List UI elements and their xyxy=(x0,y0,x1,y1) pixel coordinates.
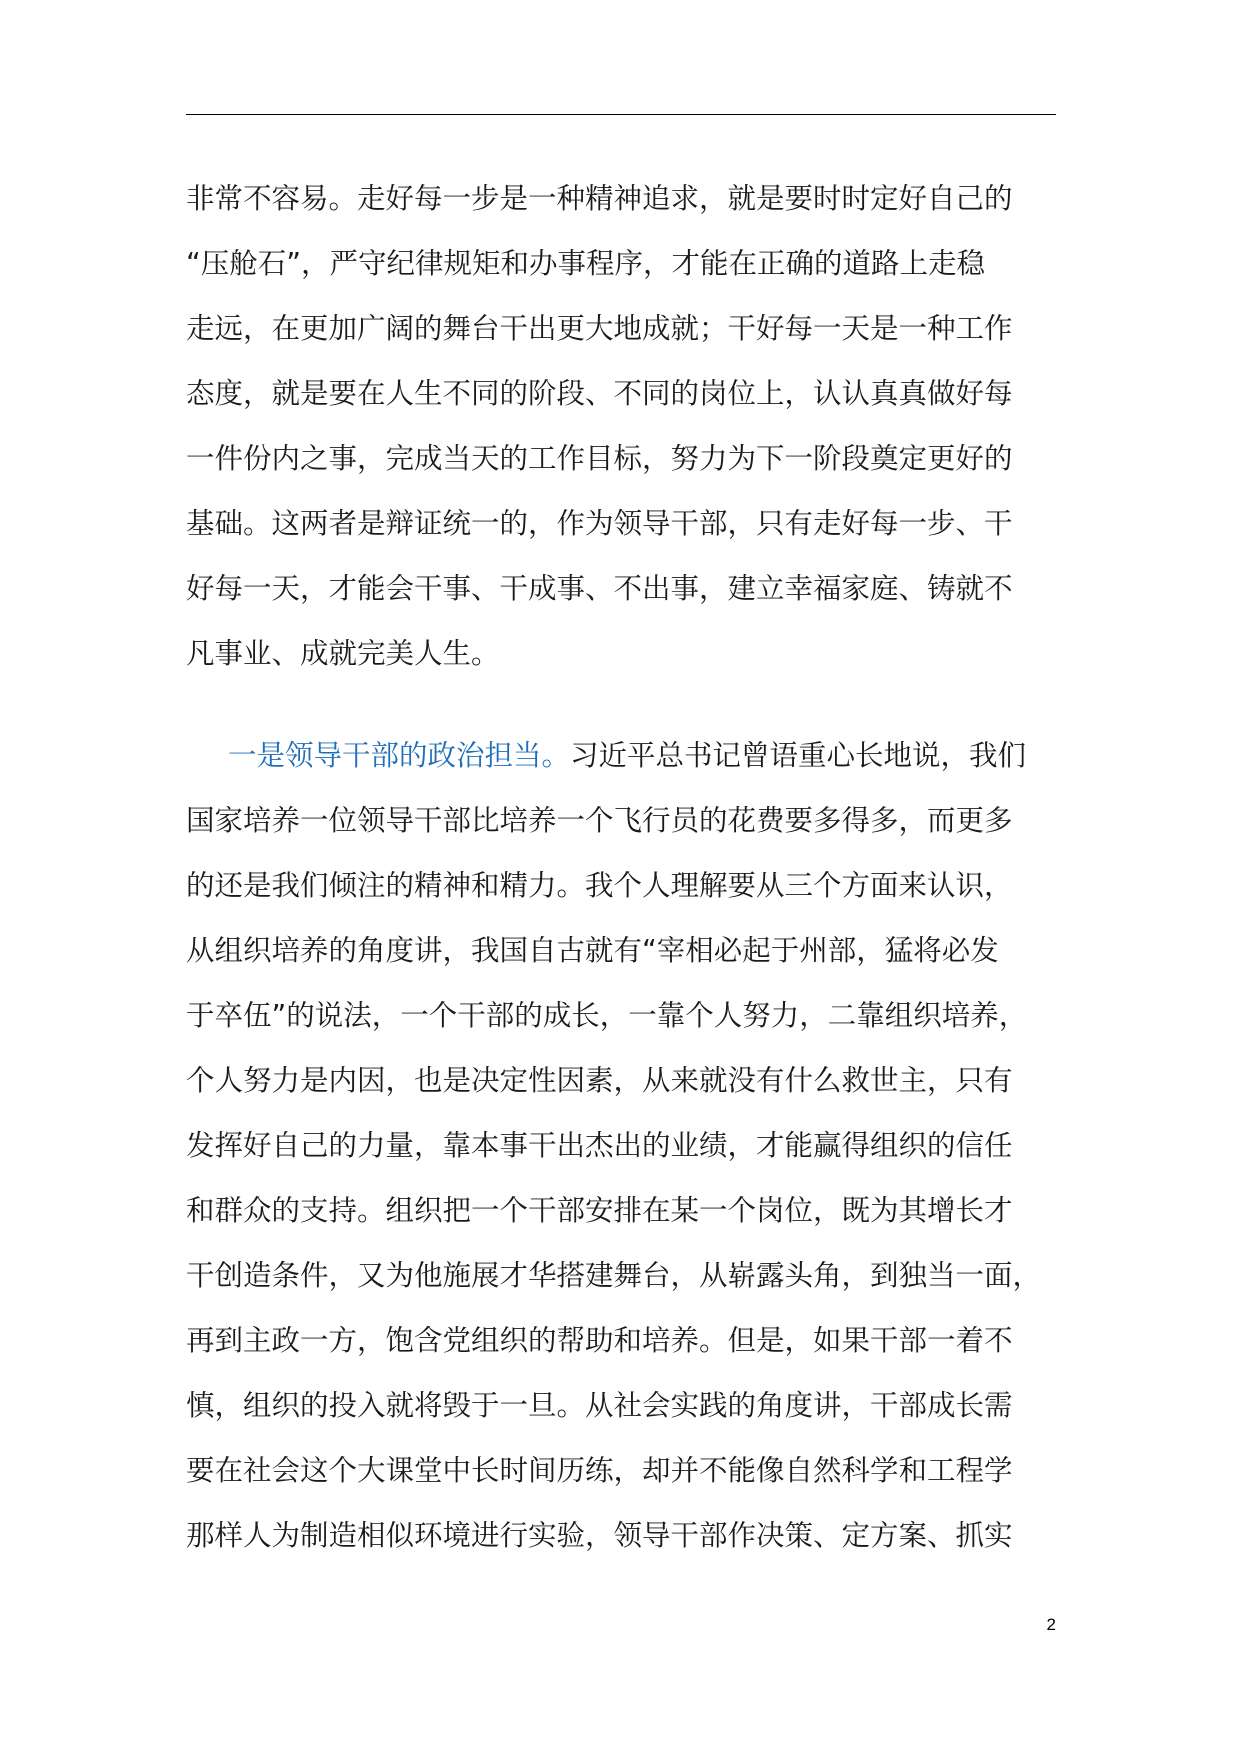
text-line: 那样人为制造相似环境进行实验，领导干部作决策、定方案、抓实 xyxy=(186,1519,1013,1552)
text-line: 慎，组织的投入就将毁于一旦。从社会实践的角度讲，干部成长需 xyxy=(186,1389,1013,1422)
section-heading: 一是领导干部的政治担当。 xyxy=(228,739,571,772)
text-line: 基础。这两者是辩证统一的，作为领导干部，只有走好每一步、干 xyxy=(186,507,1013,540)
text-line: “压舱石”，严守纪律规矩和办事程序，才能在正确的道路上走稳 xyxy=(186,247,986,280)
text-line: 于卒伍”的说法，一个干部的成长，一靠个人努力，二靠组织培养， xyxy=(186,999,1028,1032)
text-line: 一件份内之事，完成当天的工作目标，努力为下一阶段奠定更好的 xyxy=(186,442,1013,475)
text-line: 非常不容易。走好每一步是一种精神追求，就是要时时定好自己的 xyxy=(186,182,1013,215)
text-line: 国家培养一位领导干部比培养一个飞行员的花费要多得多，而更多 xyxy=(186,804,1013,837)
page-number: 2 xyxy=(1046,1615,1056,1634)
text-line: 发挥好自己的力量，靠本事干出杰出的业绩，才能赢得组织的信任 xyxy=(186,1129,1013,1162)
text-line-first xyxy=(186,723,1056,788)
text-line: 的还是我们倾注的精神和精力。我个人理解要从三个方面来认识， xyxy=(186,869,1013,902)
text-line: 态度，就是要在人生不同的阶段、不同的岗位上，认认真真做好每 xyxy=(186,377,1013,410)
text-line: 个人努力是内因，也是决定性因素，从来就没有什么救世主，只有 xyxy=(186,1064,1013,1097)
first-line-text: 习近平总书记曾语重心长地说，我们 xyxy=(570,739,1027,772)
text-line: 凡事业、成就完美人生。 xyxy=(186,637,500,670)
header-rule xyxy=(186,114,1056,115)
text-line: 从组织培养的角度讲，我国自古就有“宰相必起于州部，猛将必发 xyxy=(186,934,999,967)
text-line: 和群众的支持。组织把一个干部安排在某一个岗位，既为其增长才 xyxy=(186,1194,1013,1227)
text-line: 要在社会这个大课堂中长时间历练，却并不能像自然科学和工程学 xyxy=(186,1454,1013,1487)
document-body xyxy=(186,166,1056,1568)
text-line: 再到主政一方，饱含党组织的帮助和培养。但是，如果干部一着不 xyxy=(186,1324,1013,1357)
paragraph-spacer xyxy=(186,686,1056,723)
text-line: 干创造条件，又为他施展才华搭建舞台，从崭露头角，到独当一面， xyxy=(186,1259,1042,1292)
paragraph-2 xyxy=(186,723,1056,1568)
text-line: 好每一天，才能会干事、干成事、不出事，建立幸福家庭、铸就不 xyxy=(186,572,1013,605)
text-line: 走远，在更加广阔的舞台干出更大地成就；干好每一天是一种工作 xyxy=(186,312,1013,345)
paragraph-1 xyxy=(186,166,1056,686)
